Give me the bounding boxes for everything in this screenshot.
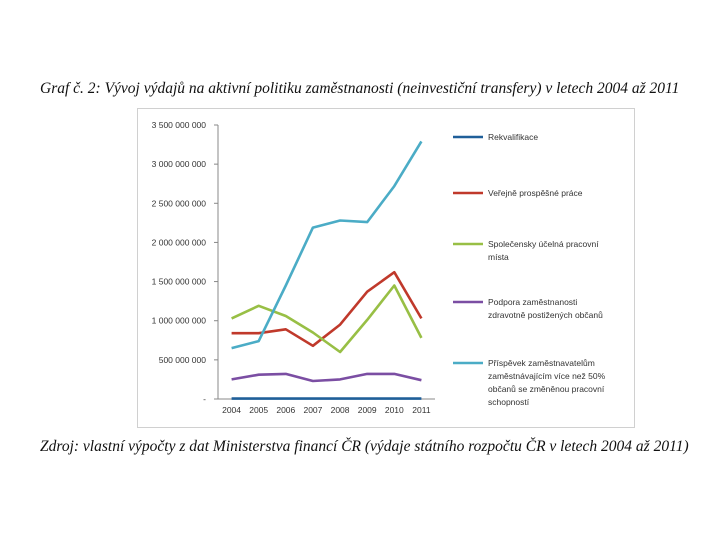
x-tick-label: 2008 xyxy=(330,405,350,415)
legend-label-3: Společensky účelná pracovní místa xyxy=(488,239,599,262)
x-tick-label: 2010 xyxy=(384,405,404,415)
y-tick-label: 3 500 000 000 xyxy=(151,120,206,130)
x-tick-label: 2007 xyxy=(303,405,323,415)
x-tick-label: 2011 xyxy=(412,405,431,415)
series-line-3 xyxy=(232,286,422,353)
y-tick-label: 500 000 000 xyxy=(158,354,206,365)
legend-label-4: Podpora zaměstnanosti zdravotně postižených občanů xyxy=(488,297,603,320)
y-tick-label: 3 000 000 000 xyxy=(151,159,206,170)
chart-frame xyxy=(137,108,635,428)
chart-heading: Graf č. 2: Vývoj výdajů na aktivní politiku zaměstnanosti (neinvestiční transfery) v letech 2004 až 2011 xyxy=(40,80,680,97)
y-tick-label: 2 500 000 000 xyxy=(151,198,206,209)
y-tick-label: 1 500 000 000 xyxy=(151,276,206,287)
y-tick-label: 2 000 000 000 xyxy=(151,237,206,248)
x-tick-label: 2005 xyxy=(249,405,269,415)
x-tick-label: 2009 xyxy=(357,405,377,415)
x-tick-label: 2004 xyxy=(222,405,242,415)
series-line-5 xyxy=(232,141,422,348)
source-note: Zdroj: vlastní výpočty z dat Ministerstva financí ČR (výdaje státního rozpočtu ČR v letech 2004 až 2011) xyxy=(40,438,689,455)
series-line-4 xyxy=(232,374,422,381)
x-tick-label: 2006 xyxy=(276,405,296,415)
line-chart xyxy=(138,109,634,427)
y-tick-label: - xyxy=(203,394,206,404)
legend-label-1: Rekvalifikace xyxy=(488,132,539,142)
series-line-2 xyxy=(232,272,422,346)
y-tick-label: 1 000 000 000 xyxy=(151,315,206,326)
legend-label-5: Příspěvek zaměstnavatelům zaměstnávajícím více než 50% občanů se změněnou pracovní schopností xyxy=(488,358,606,407)
legend-label-2: Veřejně prospěšné práce xyxy=(488,188,583,198)
